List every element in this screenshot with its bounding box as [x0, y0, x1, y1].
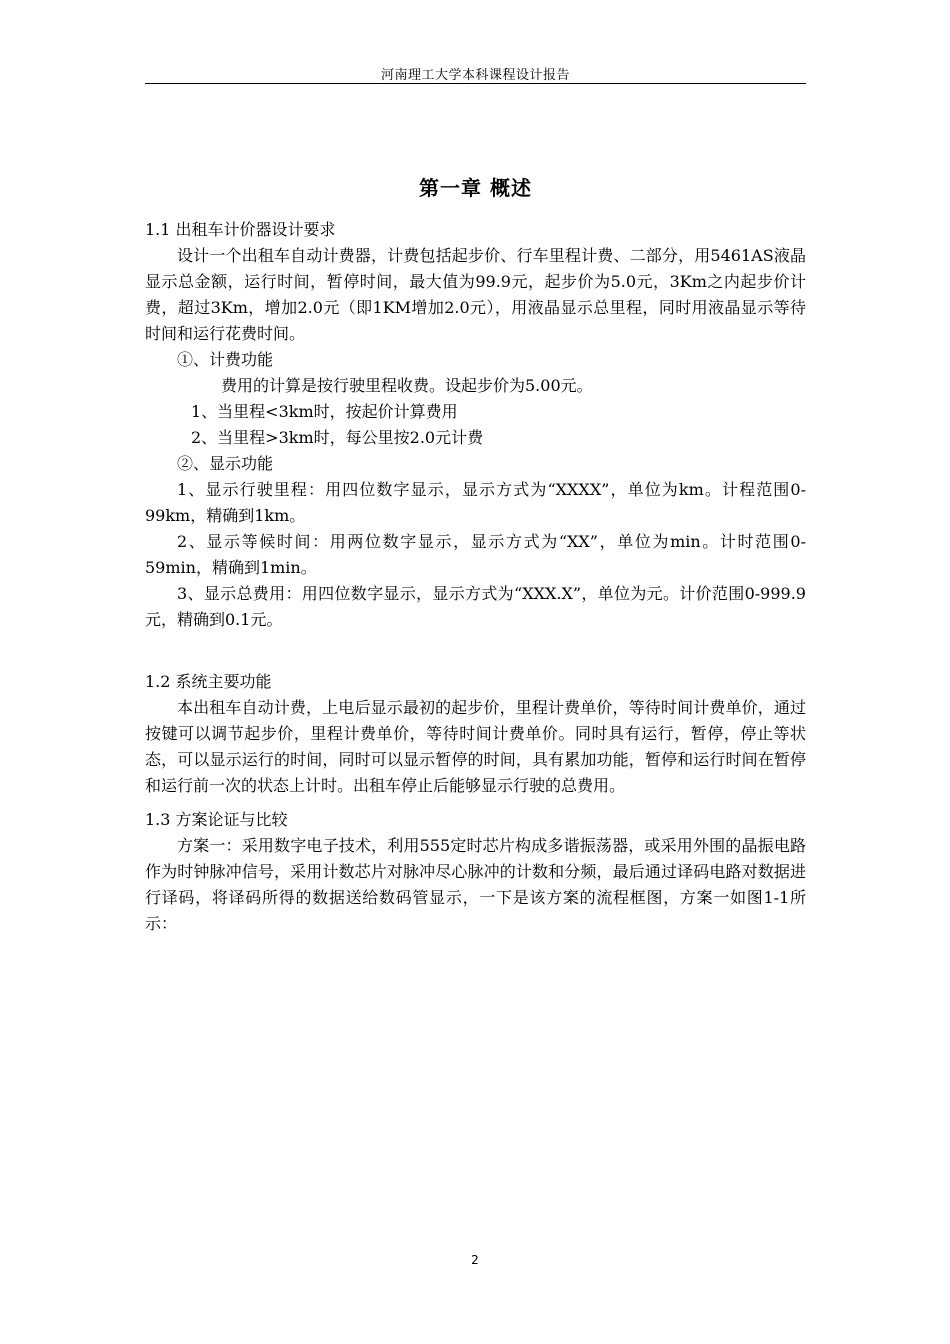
section-1-1-paragraph: 设计一个出租车自动计费器，计费包括起步价、行车里程计费、二部分，用5461AS液晶 显示总金额，运行时间，暂停时间，最大值为99.9元，起步价为5.0元，3Km之内起步价计费，超过3Km，增加2.0元（即1KM增加2.0元），用液晶显示总里程，同时用液晶显示等待时间和运行花费时间。	[145, 246, 806, 343]
document-body	[145, 217, 806, 937]
section-1-3-heading: 1.3 方案论证与比较	[145, 810, 288, 829]
billing-item-1: 1、当里程<3km时，按起价计算费用	[191, 402, 458, 421]
header-rule	[145, 83, 806, 84]
display-item-1: 1、显示行驶里程：用四位数字显示，显示方式为“XXXX”，单位为km。计程范围0-99km，精确到1km。	[145, 480, 806, 525]
billing-function-title: ①、计费功能	[177, 350, 274, 369]
display-function-title: ②、显示功能	[177, 454, 274, 473]
chapter-title: 第一章 概述	[419, 176, 532, 200]
page-number: 2	[471, 1253, 479, 1267]
display-item-2: 2、显示等候时间：用两位数字显示，显示方式为“XX”，单位为min。计时范围0-59min，精确到1min。	[145, 532, 806, 577]
running-header: 河南理工大学本科课程设计报告	[380, 68, 570, 83]
section-spacer	[145, 799, 806, 807]
section-1-2-heading: 1.2 系统主要功能	[145, 672, 272, 691]
section-1-2-paragraph: 本出租车自动计费，上电后显示最初的起步价，里程计费单价，等待时间计费单价，通过按键可以调节起步价，里程计费单价，等待时间计费单价。同时具有运行，暂停，停止等状态，可以显示运行的时间，同时可以显示暂停的时间，具有累加功能，暂停和运行时间在暂停和运行前一次的状态上计时。出租车停止后能够显示行驶的总费用。	[145, 698, 806, 795]
section-1-3-paragraph: 方案一：采用数字电子技术，利用555定时芯片构成多谐振荡器，或采用外围的晶振电路作为时钟脉冲信号，采用计数芯片对脉冲尽心脉冲的计数和分频，最后通过译码电路对数据进行译码，将译码所得的数据送给数码管显示，一下是该方案的流程框图，方案一如图1-1所示：	[145, 836, 806, 933]
billing-item-2: 2、当里程>3km时，每公里按2.0元计费	[191, 428, 484, 447]
billing-function-description: 费用的计算是按行驶里程收费。设起步价为5.00元。	[221, 376, 593, 395]
display-item-3: 3、显示总费用：用四位数字显示，显示方式为“XXX.X”，单位为元。计价范围0-999.9元，精确到0.1元。	[145, 584, 806, 629]
section-spacer	[145, 633, 806, 669]
section-1-1-heading: 1.1 出租车计价器设计要求	[145, 220, 336, 239]
